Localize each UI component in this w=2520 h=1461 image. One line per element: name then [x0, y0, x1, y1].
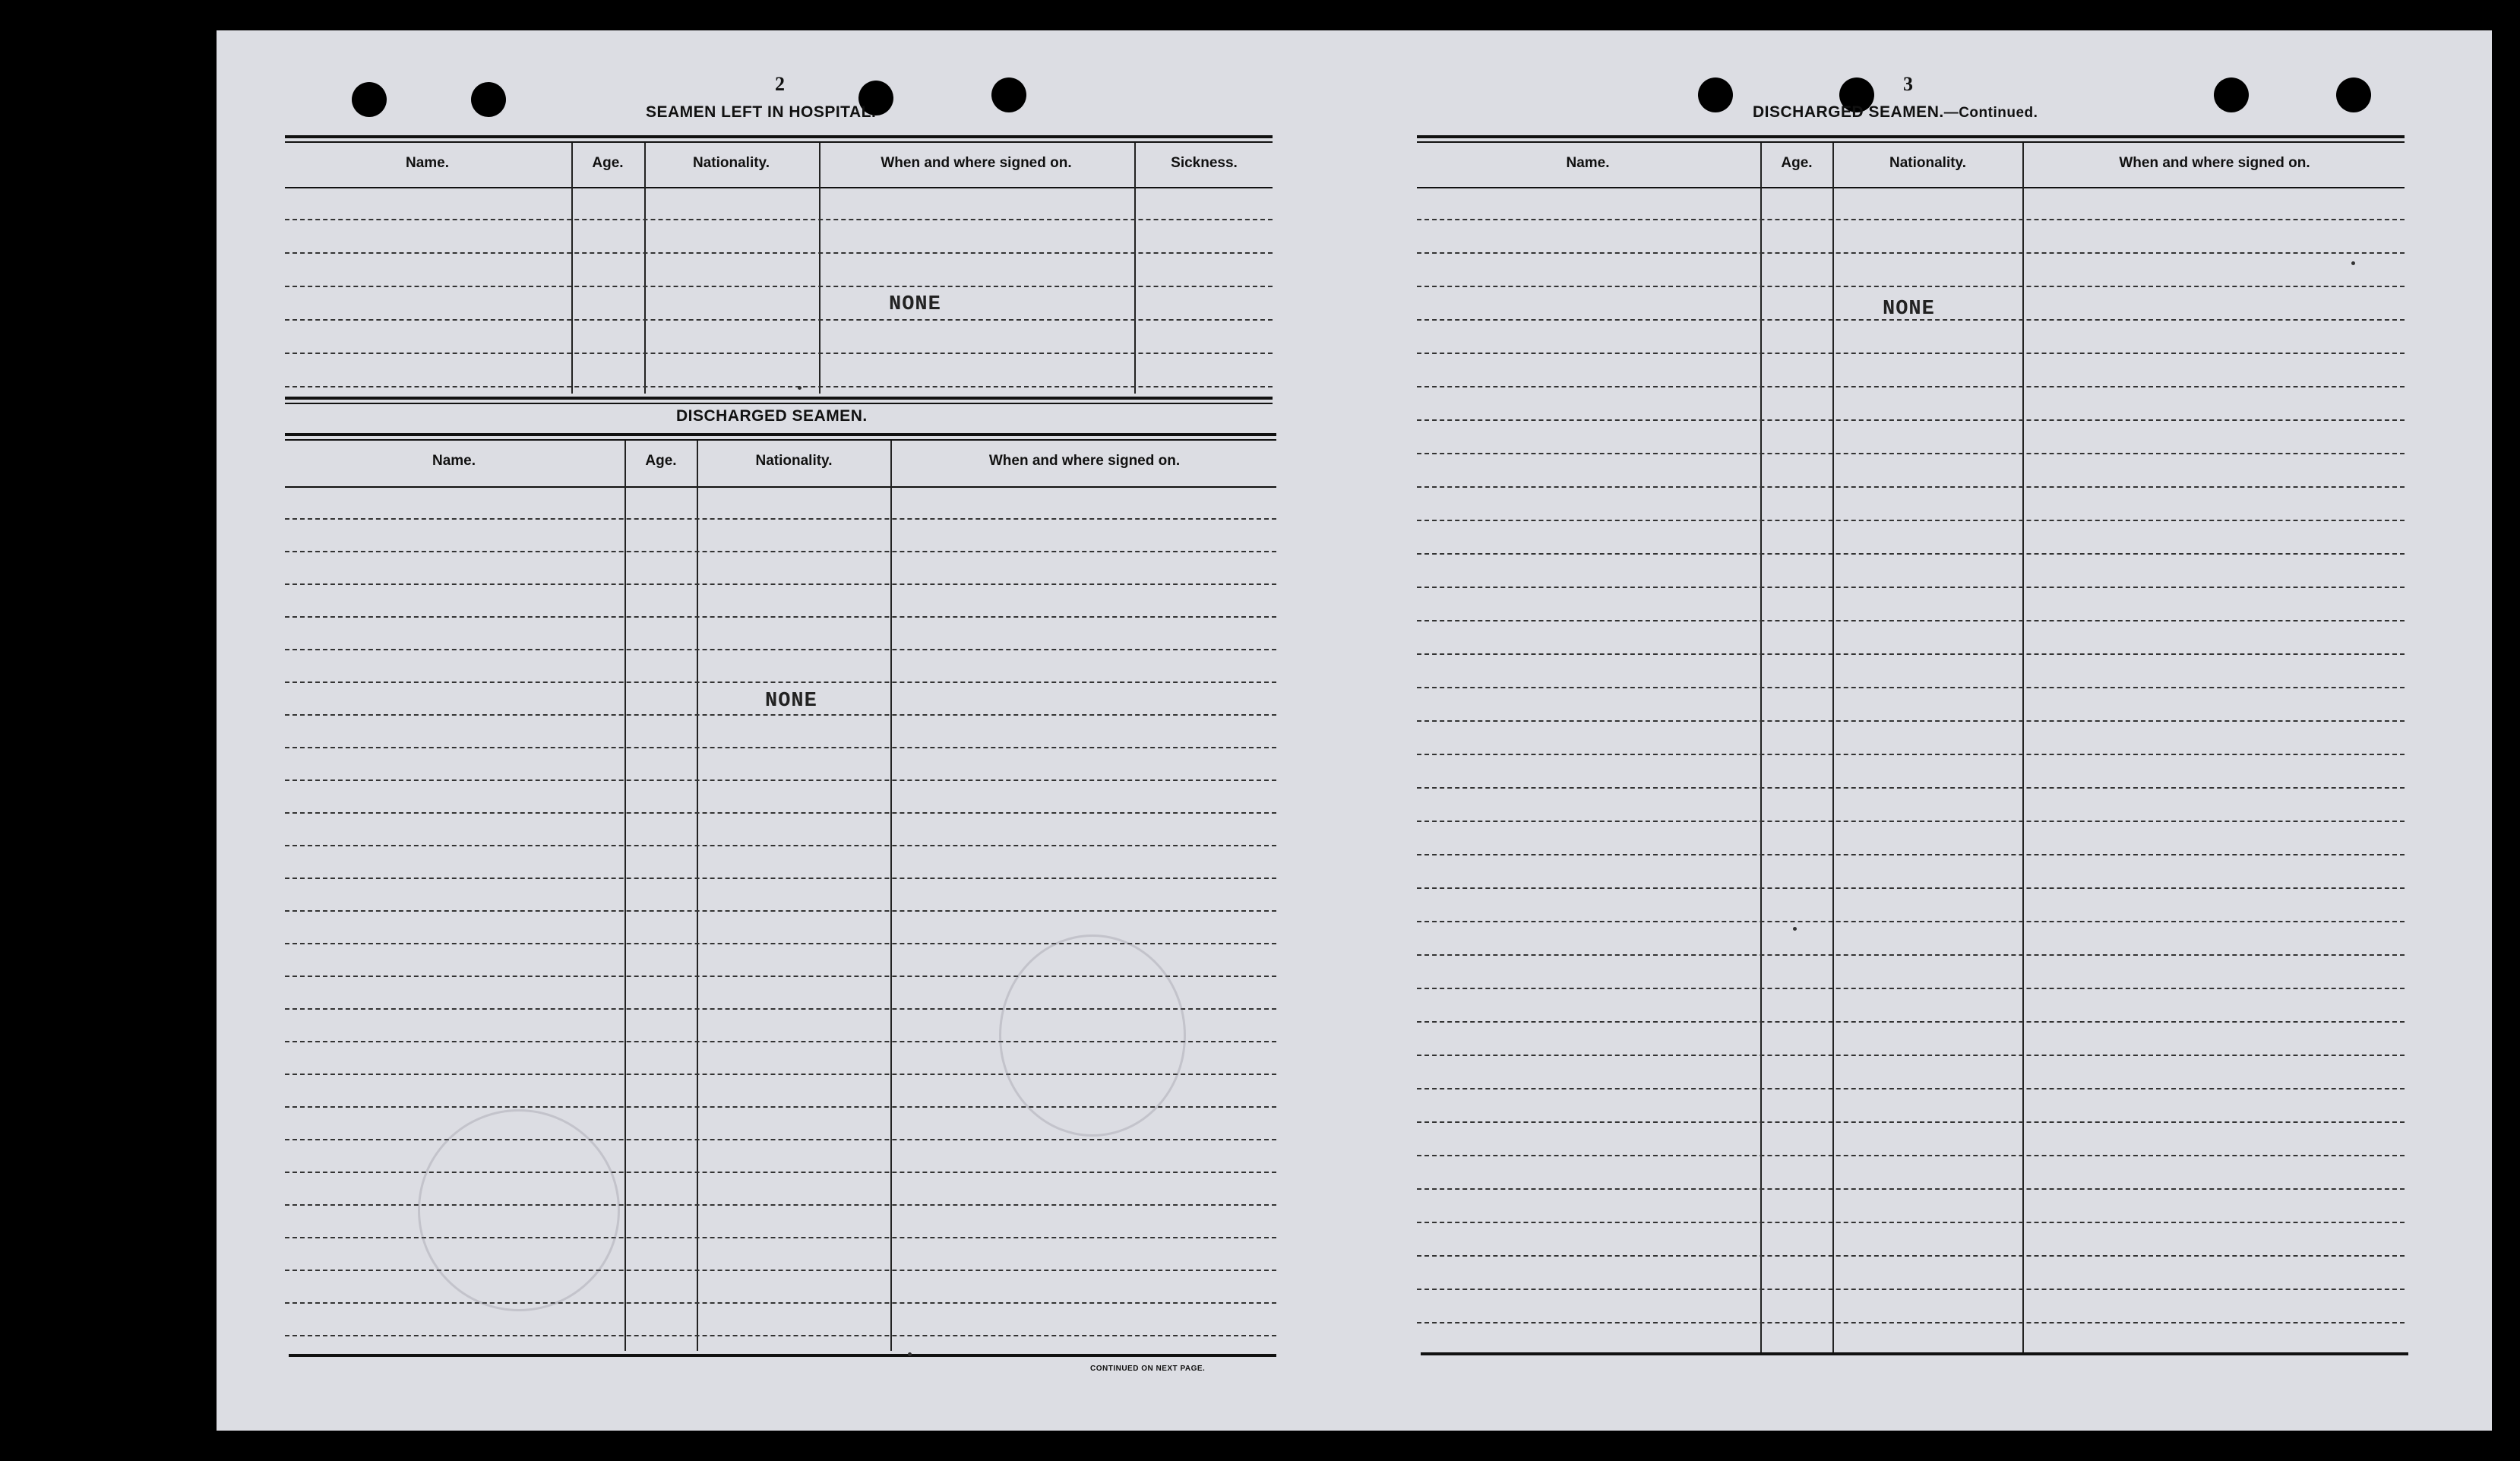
punch-hole-5 [1698, 77, 1733, 112]
hospital-none-entry: NONE [889, 293, 941, 316]
hospital-top-rule-2 [285, 141, 1273, 143]
right-col-signed-on: When and where signed on. [2119, 155, 2310, 171]
right-top-rule [1417, 135, 2405, 138]
hospital-row-line [285, 319, 1273, 321]
discharged-row-line [285, 518, 1276, 520]
ink-speck [798, 386, 802, 390]
right-vline-3 [2022, 143, 2024, 1352]
discharged-row-line [285, 780, 1276, 781]
discharged-col-signed-on: When and where signed on. [988, 453, 1181, 469]
right-page [1356, 30, 2492, 1431]
hospital-bottom-rule [285, 397, 1273, 400]
hospital-row-line [285, 252, 1273, 254]
right-row-line [1417, 754, 2405, 755]
punch-hole-8 [2336, 77, 2371, 112]
right-row-line [1417, 453, 2405, 454]
hospital-row-line [285, 219, 1273, 220]
right-row-line [1417, 419, 2405, 421]
right-row-line [1417, 921, 2405, 922]
discharged-col-name: Name. [432, 453, 476, 469]
right-row-line [1417, 720, 2405, 722]
right-row-line [1417, 1055, 2405, 1056]
discharged-continued-title [1753, 103, 2038, 122]
right-col-name: Name. [1566, 155, 1610, 171]
right-row-line [1417, 954, 2405, 956]
hospital-header-rule [285, 187, 1273, 188]
punch-hole-2 [471, 82, 506, 117]
hospital-col-name: Name. [405, 155, 450, 171]
right-row-line [1417, 854, 2405, 855]
discharged-row-line [285, 583, 1276, 585]
right-row-line [1417, 1021, 2405, 1023]
document-sheet [217, 30, 2492, 1431]
hospital-col-signed-on: When and where signed on. [881, 155, 1072, 171]
discharged-vline-3 [890, 441, 892, 1351]
discharged-row-line [285, 1139, 1276, 1140]
discharged-vline-2 [697, 441, 698, 1351]
discharged-row-line [285, 910, 1276, 912]
right-bottom-rule [1421, 1352, 2408, 1355]
right-row-line [1417, 219, 2405, 220]
punch-hole-4 [991, 77, 1026, 112]
hospital-vline-3 [819, 143, 821, 394]
hospital-vline-2 [644, 143, 646, 394]
right-row-line [1417, 553, 2405, 555]
discharged-row-line [285, 1270, 1276, 1271]
right-row-line [1417, 1289, 2405, 1290]
right-row-line [1417, 353, 2405, 354]
discharged-none-entry: NONE [765, 690, 817, 713]
right-row-line [1417, 1222, 2405, 1223]
right-row-line [1417, 1188, 2405, 1190]
discharged-continued-title-main: DISCHARGED SEAMEN. [1753, 103, 1944, 121]
hospital-col-nationality: Nationality. [693, 155, 770, 171]
hospital-row-line [285, 353, 1273, 354]
right-vline-2 [1832, 143, 1834, 1352]
discharged-row-line [285, 681, 1276, 683]
right-row-line [1417, 687, 2405, 688]
right-row-line [1417, 988, 2405, 989]
right-top-rule-2 [1417, 141, 2405, 143]
right-row-line [1417, 887, 2405, 889]
hospital-col-sickness: Sickness. [1171, 155, 1238, 171]
right-row-line [1417, 1121, 2405, 1123]
page-number-right: 3 [1903, 73, 1913, 95]
right-row-line [1417, 653, 2405, 655]
discharged-continued-title-suffix: —Continued. [1943, 105, 2038, 121]
discharged-bottom-rule [289, 1354, 1276, 1357]
faint-stamp-mark [999, 934, 1186, 1137]
right-row-line [1417, 587, 2405, 588]
discharged-section-title: DISCHARGED SEAMEN. [676, 407, 868, 425]
ink-speck [908, 1352, 912, 1356]
continued-footnote: CONTINUED ON NEXT PAGE. [1090, 1365, 1206, 1373]
hospital-bottom-rule-2 [285, 403, 1273, 404]
right-row-line [1417, 486, 2405, 488]
discharged-row-line [285, 551, 1276, 552]
right-row-line [1417, 821, 2405, 822]
right-col-nationality: Nationality. [1889, 155, 1966, 171]
discharged-row-line [285, 649, 1276, 650]
discharged-row-line [285, 878, 1276, 879]
discharged-top-rule [285, 433, 1276, 436]
right-row-line [1417, 286, 2405, 287]
discharged-col-nationality: Nationality. [755, 453, 833, 469]
hospital-row-line [285, 286, 1273, 287]
punch-hole-7 [2214, 77, 2249, 112]
discharged-row-line [285, 714, 1276, 716]
right-row-line [1417, 1255, 2405, 1257]
hospital-vline-1 [571, 143, 573, 394]
discharged-row-line [285, 747, 1276, 748]
discharged-row-line [285, 1302, 1276, 1304]
left-page [217, 30, 1311, 1431]
right-col-age: Age. [1781, 155, 1813, 171]
right-row-line [1417, 1155, 2405, 1156]
right-row-line [1417, 386, 2405, 387]
hospital-vline-4 [1134, 143, 1136, 394]
right-none-entry: NONE [1883, 298, 1935, 321]
discharged-row-line [285, 845, 1276, 846]
discharged-top-rule-2 [285, 439, 1276, 441]
hospital-col-age: Age. [592, 155, 624, 171]
faint-stamp-mark [418, 1109, 620, 1311]
discharged-row-line [285, 1335, 1276, 1336]
right-vline-1 [1760, 143, 1762, 1352]
page-number-left: 2 [775, 73, 785, 95]
ink-speck [1793, 927, 1797, 931]
hospital-section-title: SEAMEN LEFT IN HOSPITAL. [646, 103, 877, 121]
punch-hole-1 [352, 82, 387, 117]
discharged-col-age: Age. [645, 453, 677, 469]
discharged-vline-1 [624, 441, 626, 1351]
right-row-line [1417, 787, 2405, 789]
right-row-line [1417, 520, 2405, 521]
discharged-row-line [285, 812, 1276, 814]
discharged-row-line [285, 616, 1276, 618]
right-row-line [1417, 1322, 2405, 1323]
right-header-rule [1417, 187, 2405, 188]
right-row-line [1417, 1088, 2405, 1089]
right-row-line [1417, 620, 2405, 621]
discharged-header-rule [285, 486, 1276, 488]
right-row-line [1417, 252, 2405, 254]
ink-speck [2351, 261, 2355, 265]
hospital-top-rule [285, 135, 1273, 138]
hospital-row-line [285, 386, 1273, 387]
